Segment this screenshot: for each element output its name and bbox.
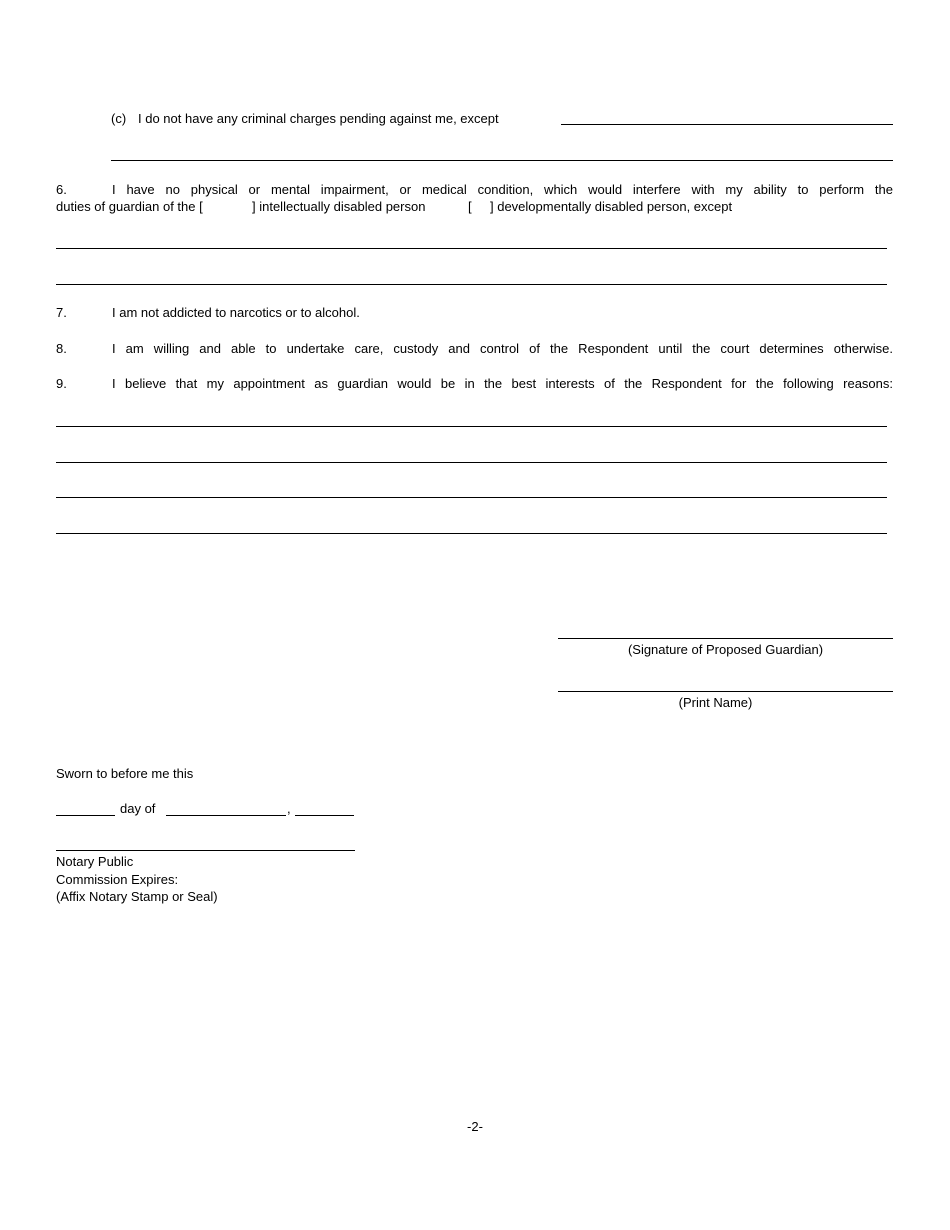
- intellectually-disabled-checkbox[interactable]: [234, 199, 250, 213]
- item-9-text: I believe that my appointment as guardian would be in the best interests of the Respondent for the following reasons:: [112, 376, 893, 391]
- page-number: -2-: [467, 1119, 483, 1134]
- print-name-line[interactable]: [558, 691, 893, 692]
- item-9-blank-2[interactable]: [56, 462, 887, 463]
- signature-label: (Signature of Proposed Guardian): [627, 642, 824, 657]
- sworn-text: Sworn to before me this: [56, 766, 194, 781]
- item-6-blank-2[interactable]: [56, 284, 887, 285]
- item-9-blank-1[interactable]: [56, 426, 887, 427]
- item-9-blank-3[interactable]: [56, 497, 887, 498]
- item-8-text: I am willing and able to undertake care, custody and control of the Respondent until the court determines otherwise.: [112, 341, 893, 356]
- notary-signature-line[interactable]: [56, 850, 355, 851]
- item-9-number: 9.: [56, 376, 67, 391]
- item-9-blank-4[interactable]: [56, 533, 887, 534]
- day-of-text: day of: [120, 801, 156, 816]
- item-6-option2-bracket: [: [468, 199, 472, 214]
- item-8-number: 8.: [56, 341, 67, 356]
- affix-seal-label: (Affix Notary Stamp or Seal): [56, 889, 218, 904]
- item-c-blank-1[interactable]: [561, 124, 893, 125]
- notary-public-label: Notary Public: [56, 854, 134, 869]
- signature-line[interactable]: [558, 638, 893, 639]
- item-c-text: I do not have any criminal charges pending against me, except: [138, 111, 499, 126]
- date-comma: ,: [287, 801, 291, 816]
- item-c-blank-2[interactable]: [111, 160, 893, 161]
- item-6-option2: ] developmentally disabled person, except: [490, 199, 733, 214]
- year-blank[interactable]: [295, 815, 354, 816]
- developmentally-disabled-checkbox[interactable]: [475, 199, 489, 213]
- item-6-line1: I have no physical or mental impairment, or medical condition, which would interfere with my ability to perform the: [112, 182, 893, 197]
- day-blank[interactable]: [56, 815, 115, 816]
- print-name-label: (Print Name): [678, 695, 753, 710]
- item-6-option1: ] intellectually disabled person: [252, 199, 426, 214]
- commission-expires-label: Commission Expires:: [56, 872, 179, 887]
- item-6-blank-1[interactable]: [56, 248, 887, 249]
- item-6-line2-prefix: duties of guardian of the [: [56, 199, 203, 214]
- item-7-text: I am not addicted to narcotics or to alcohol.: [112, 305, 360, 320]
- item-7-number: 7.: [56, 305, 67, 320]
- month-blank[interactable]: [166, 815, 286, 816]
- item-c-label: (c): [111, 111, 127, 126]
- item-6-number: 6.: [56, 182, 67, 197]
